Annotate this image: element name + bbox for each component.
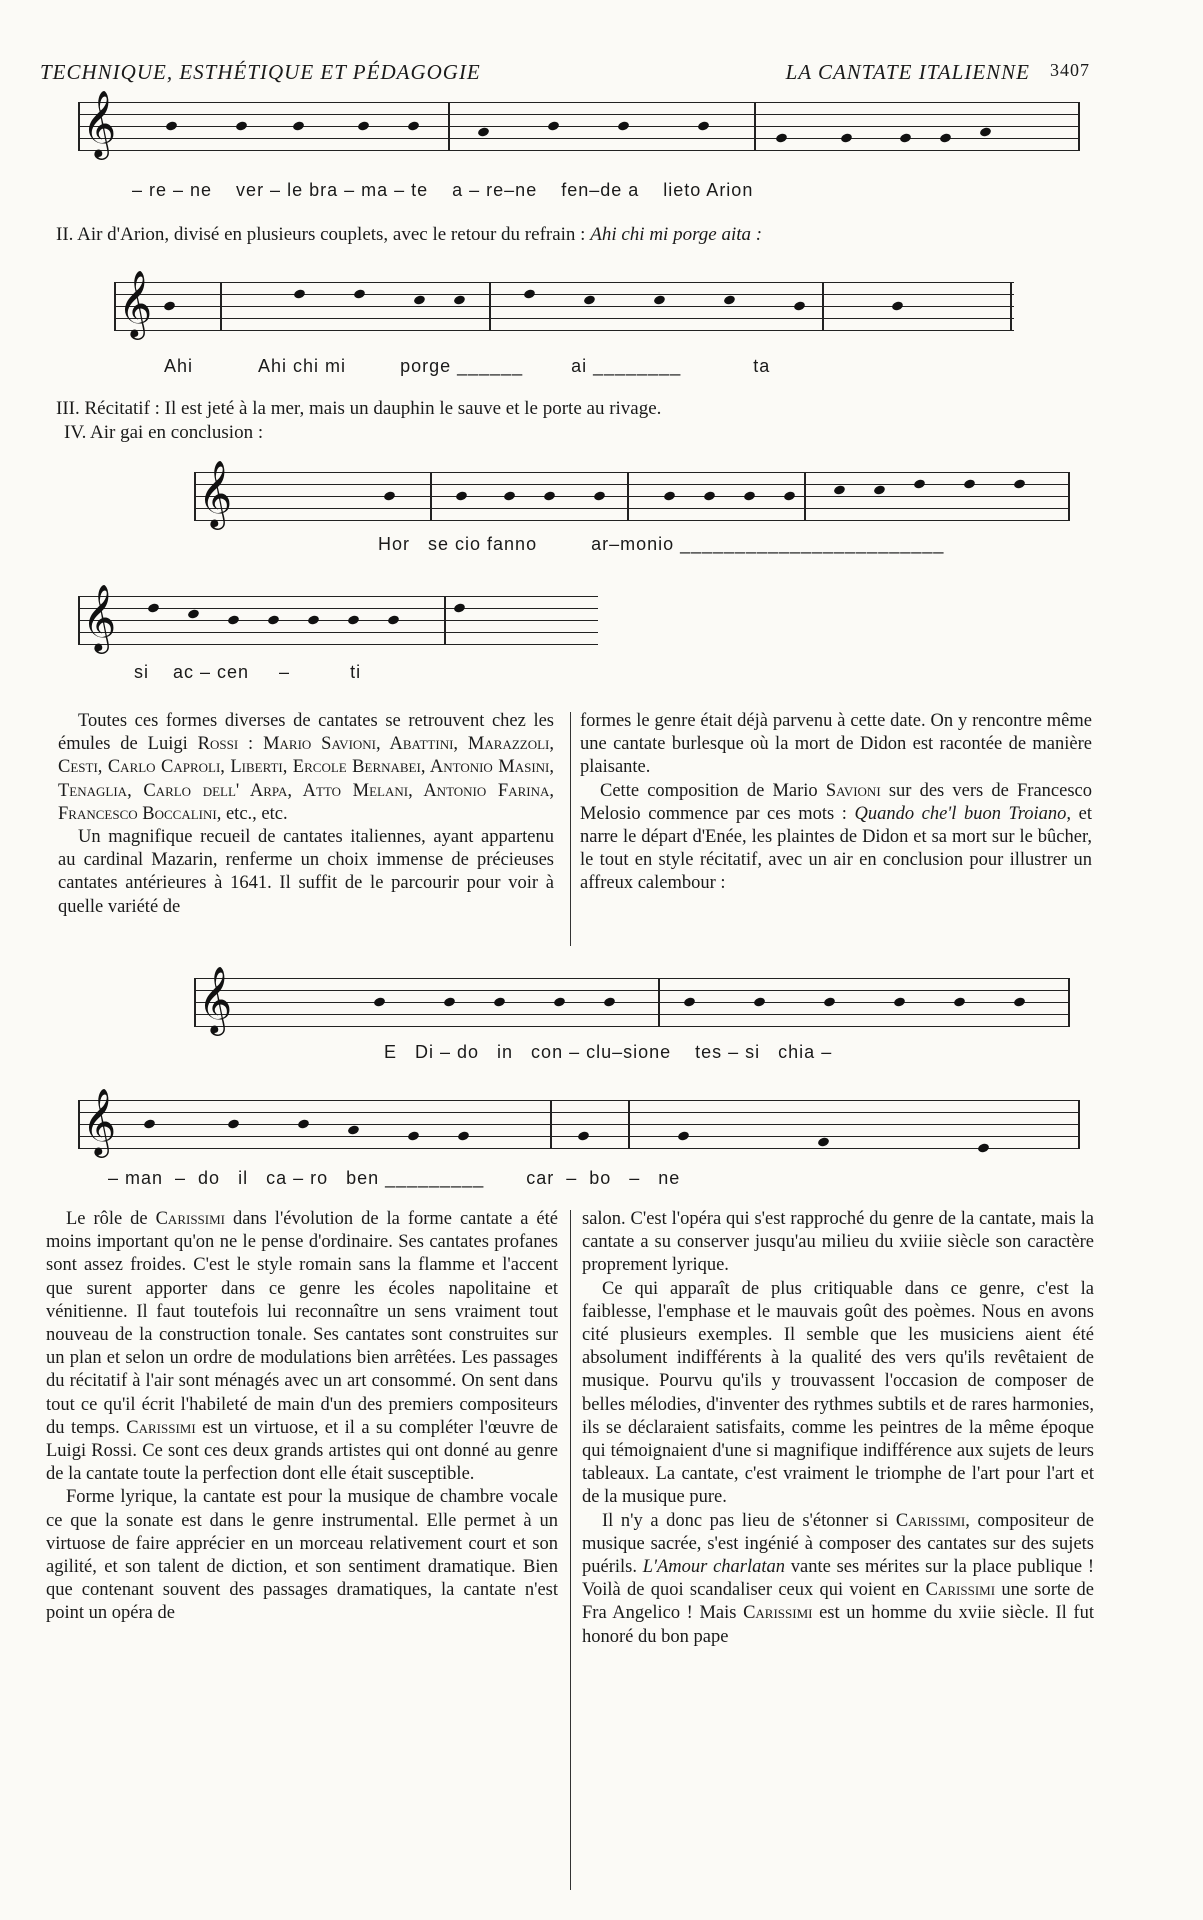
paragraph: Ce qui apparaît de plus critiquable dans ce genre, c'est la faiblesse, l'emphase et le mauvais goût des poèmes. Nous en avons cité plusieurs exemples. Il semble que les musiciens aient été absolument indifférents à la qualité des vers qu'ils revêtaient de musique. Pourvu qu'ils y trouvassent l'occasion de composer de belles mélodies, d'inventer des rythmes subtils et de rares harmonies, ils se déclaraient satisfaits, comme les peintres de la même époque qui témoignaient d'une si magnifique indifférence aux sujets de leurs tableaux. La cantate, c'est vraiment le triomphe de l'art pour l'art et de la musique pure. <box>582 1278 1094 1508</box>
treble-clef-icon: 𝄞 <box>198 459 233 527</box>
text-column-1a <box>58 710 554 919</box>
section-ii-italic: Ahi chi mi porge aita : <box>590 224 763 245</box>
music-staff-5 <box>194 965 1070 1033</box>
text-column-2b <box>582 1208 1094 1649</box>
paragraph: Toutes ces formes diverses de cantates se retrouvent chez les émules de Luigi Rossi : Mario Savioni, Abattini, Marazzoli, Cesti, Carlo Caproli, Liberti, Ercole Bernabei, Antonio Masini, Tenaglia, Carlo dell' Arpa, Atto Melani, Antonio Farina, Francesco Boccalini, etc., etc. <box>58 711 554 824</box>
treble-clef-icon: 𝄞 <box>82 583 117 651</box>
paragraph: Cette composition de Mario Savioni sur des vers de Francesco Melosio commence par ces mots : Quando che'l buon Troiano, et narre le départ d'Enée, les plaintes de Didon et sa mort sur le bûcher, le tout en style récitatif, avec un air en conclusion pour illustrer un affreux calembour : <box>580 780 1093 894</box>
section-ii-text: II. Air d'Arion, divisé en plusieurs couplets, avec le retour du refrain : <box>56 224 591 245</box>
paragraph: Il n'y a donc pas lieu de s'étonner si Carissimi, compositeur de musique sacrée, s'est ingénié à composer des cantates sur des sujets puérils. L'Amour charlatan vante ses mérites sur la place publique ! Voilà de quoi scandaliser ceux qui voient en Carissimi une sorte de Fra Angelico ! Mais Carissimi est un homme du xviie siècle. Il fut honoré du bon pape <box>582 1510 1095 1647</box>
section-iii: III. Récitatif : Il est jeté à la mer, mais un dauphin le sauve et le porte au rivage. <box>56 398 662 419</box>
section-ii <box>56 224 762 246</box>
text-column-1b <box>580 710 1092 896</box>
section-iv: IV. Air gai en conclusion : <box>64 422 264 443</box>
lyrics-line-1: – re – ne ver – le bra – ma – te a – re–ne fen–de a lieto Arion <box>132 180 754 200</box>
page-number: 3407 <box>1050 60 1090 80</box>
music-staff-6 <box>78 1087 1080 1155</box>
music-staff-2 <box>114 269 1014 337</box>
lyrics-line-6: – man – do il ca – ro ben _________ car – bo – ne <box>108 1168 681 1188</box>
treble-clef-icon: 𝄞 <box>198 965 233 1033</box>
running-header <box>40 56 1090 90</box>
paragraph: formes le genre était déjà parvenu à cette date. On y rencontre même une cantate burlesque où la mort de Didon est racontée de manière plaisante. <box>580 711 1092 778</box>
music-staff-4 <box>78 583 598 651</box>
column-divider <box>570 712 571 946</box>
treble-clef-icon: 𝄞 <box>118 269 153 337</box>
header-right: LA CANTATE ITALIENNE <box>785 60 1030 84</box>
paragraph: Le rôle de Carissimi dans l'évolution de la forme cantate a été moins important qu'on ne le pense d'ordinaire. Ses cantates profanes sont assez froides. C'est le style romain sans la flamme et l'accent que surent apporter dans ce genre les écoles napolitaine et vénitienne. Il faut toutefois lui reconnaître un sens vraiment tout nouveau de la construction tonale. Ses cantates sont construites sur un plan et selon un ordre de modulations bien arrêtées. Les passages du récitatif à l'air sont ménagés avec un art consommé. On sent dans tout ce qu'il écrit l'habileté de main d'un des premiers compositeurs du temps. Carissimi est un virtuose, et il a su compléter l'œuvre de Luigi Rossi. Ce sont ces deux grands artistes qui ont donné au genre de la cantate toute la perfection dont elle était susceptible. <box>46 1209 558 1485</box>
column-divider <box>570 1210 571 1890</box>
lyrics-line-5: E Di – do in con – clu–sione tes – si chia – <box>384 1042 833 1062</box>
lyrics-line-3: Hor se cio fanno ar–monio ________________________ <box>378 534 945 554</box>
paragraph: salon. C'est l'opéra qui s'est rapproché du genre de la cantate, mais la cantate a su conserver jusqu'au milieu du xviiie siècle son caractère proprement lyrique. <box>582 1209 1094 1276</box>
music-staff-3 <box>194 459 1070 527</box>
music-staff-1 <box>78 89 1080 157</box>
header-left: TECHNIQUE, ESTHÉTIQUE ET PÉDAGOGIE <box>40 60 481 84</box>
treble-clef-icon: 𝄞 <box>82 89 117 157</box>
treble-clef-icon: 𝄞 <box>82 1087 117 1155</box>
lyrics-line-4: si ac – cen – ti <box>134 662 362 682</box>
lyrics-line-2: Ahi Ahi chi mi porge ______ ai ________ ta <box>164 356 771 376</box>
paragraph: Un magnifique recueil de cantates italiennes, ayant appartenu au cardinal Mazarin, renferme un choix immense de précieuses cantates antérieures à 1641. Il suffit de le parcourir pour voir à quelle variété de <box>58 827 554 917</box>
text-column-2a <box>46 1208 558 1626</box>
paragraph: Forme lyrique, la cantate est pour la musique de chambre vocale ce que la sonate est dans le genre instrumental. Elle permet à un virtuose de faire apprécier en un morceau relativement court et son agilité, et son talent de diction, et son sentiment dramatique. Bien que contenant souvent des passages dramatiques, la cantate n'est point un opéra de <box>46 1487 558 1624</box>
